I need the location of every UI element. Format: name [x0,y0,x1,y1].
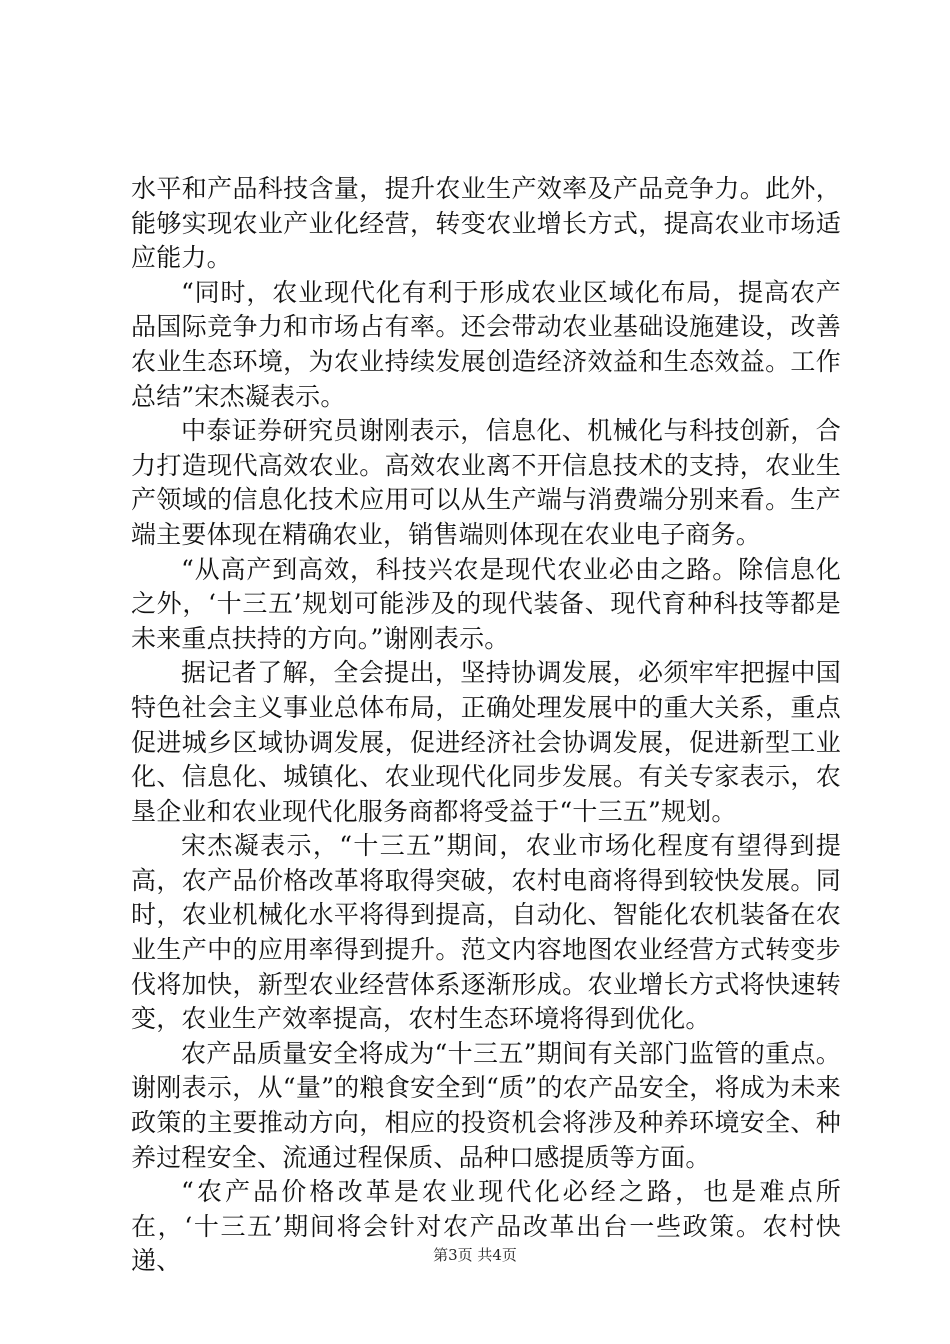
paragraph-6: 宋杰凝表示，“十三五”期间，农业市场化程度有望得到提高，农产品价格改革将取得突破，农村电商将得到较快发展。同时，农业机械化水平将得到提高，自动化、智能化农机装备在农业生产中的应用率得到提升。范文内容地图农业经营方式转变步伐将加快，新型农业经营体系逐渐形成。农业增长方式将快速转变，农业生产效率提高，农村生态环境将得到优化。 [131,831,841,1034]
page-number: 第3页 共4页 [433,1246,517,1264]
document-body [131,172,841,1279]
paragraph-7: 农产品质量安全将成为“十三五”期间有关部门监管的重点。谢刚表示，从“量”的粮食安全到“质”的农产品安全，将成为未来政策的主要推动方向，相应的投资机会将涉及种养环境安全、种养过程安全、流通过程保质、品种口感提质等方面。 [131,1038,841,1172]
paragraph-1: 水平和产品科技含量，提升农业生产效率及产品竞争力。此外，能够实现农业产业化经营，转变农业增长方式，提高农业市场适应能力。 [131,174,841,273]
paragraph-2: “同时，农业现代化有利于形成农业区域化布局，提高农产品国际竞争力和市场占有率。还会带动农业基础设施建设，改善农业生态环境，为农业持续发展创造经济效益和生态效益。工作总结”宋杰凝表示。 [131,277,841,411]
paragraph-5: 据记者了解，全会提出，坚持协调发展，必须牢牢把握中国特色社会主义事业总体布局，正确处理发展中的重大关系，重点促进城乡区域协调发展，促进经济社会协调发展，促进新型工业化、信息化、城镇化、农业现代化同步发展。有关专家表示，农垦企业和农业现代化服务商都将受益于“十三五”规划。 [131,658,841,826]
page-footer [0,1244,950,1265]
paragraph-8: “农产品价格改革是农业现代化必经之路，也是难点所在，‘十三五’期间将会针对农产品改革出台一些政策。农村快递、 [131,1177,841,1276]
paragraph-3: 中泰证券研究员谢刚表示，信息化、机械化与科技创新，合力打造现代高效农业。高效农业离不开信息技术的支持，农业生产领域的信息化技术应用可以从生产端与消费端分别来看。生产端主要体现在精确农业，销售端则体现在农业电子商务。 [131,416,841,549]
paragraph-4: “从高产到高效，科技兴农是现代农业必由之路。除信息化之外，‘十三五’规划可能涉及的现代装备、现代育种科技等都是未来重点扶持的方向。”谢刚表示。 [131,554,841,653]
